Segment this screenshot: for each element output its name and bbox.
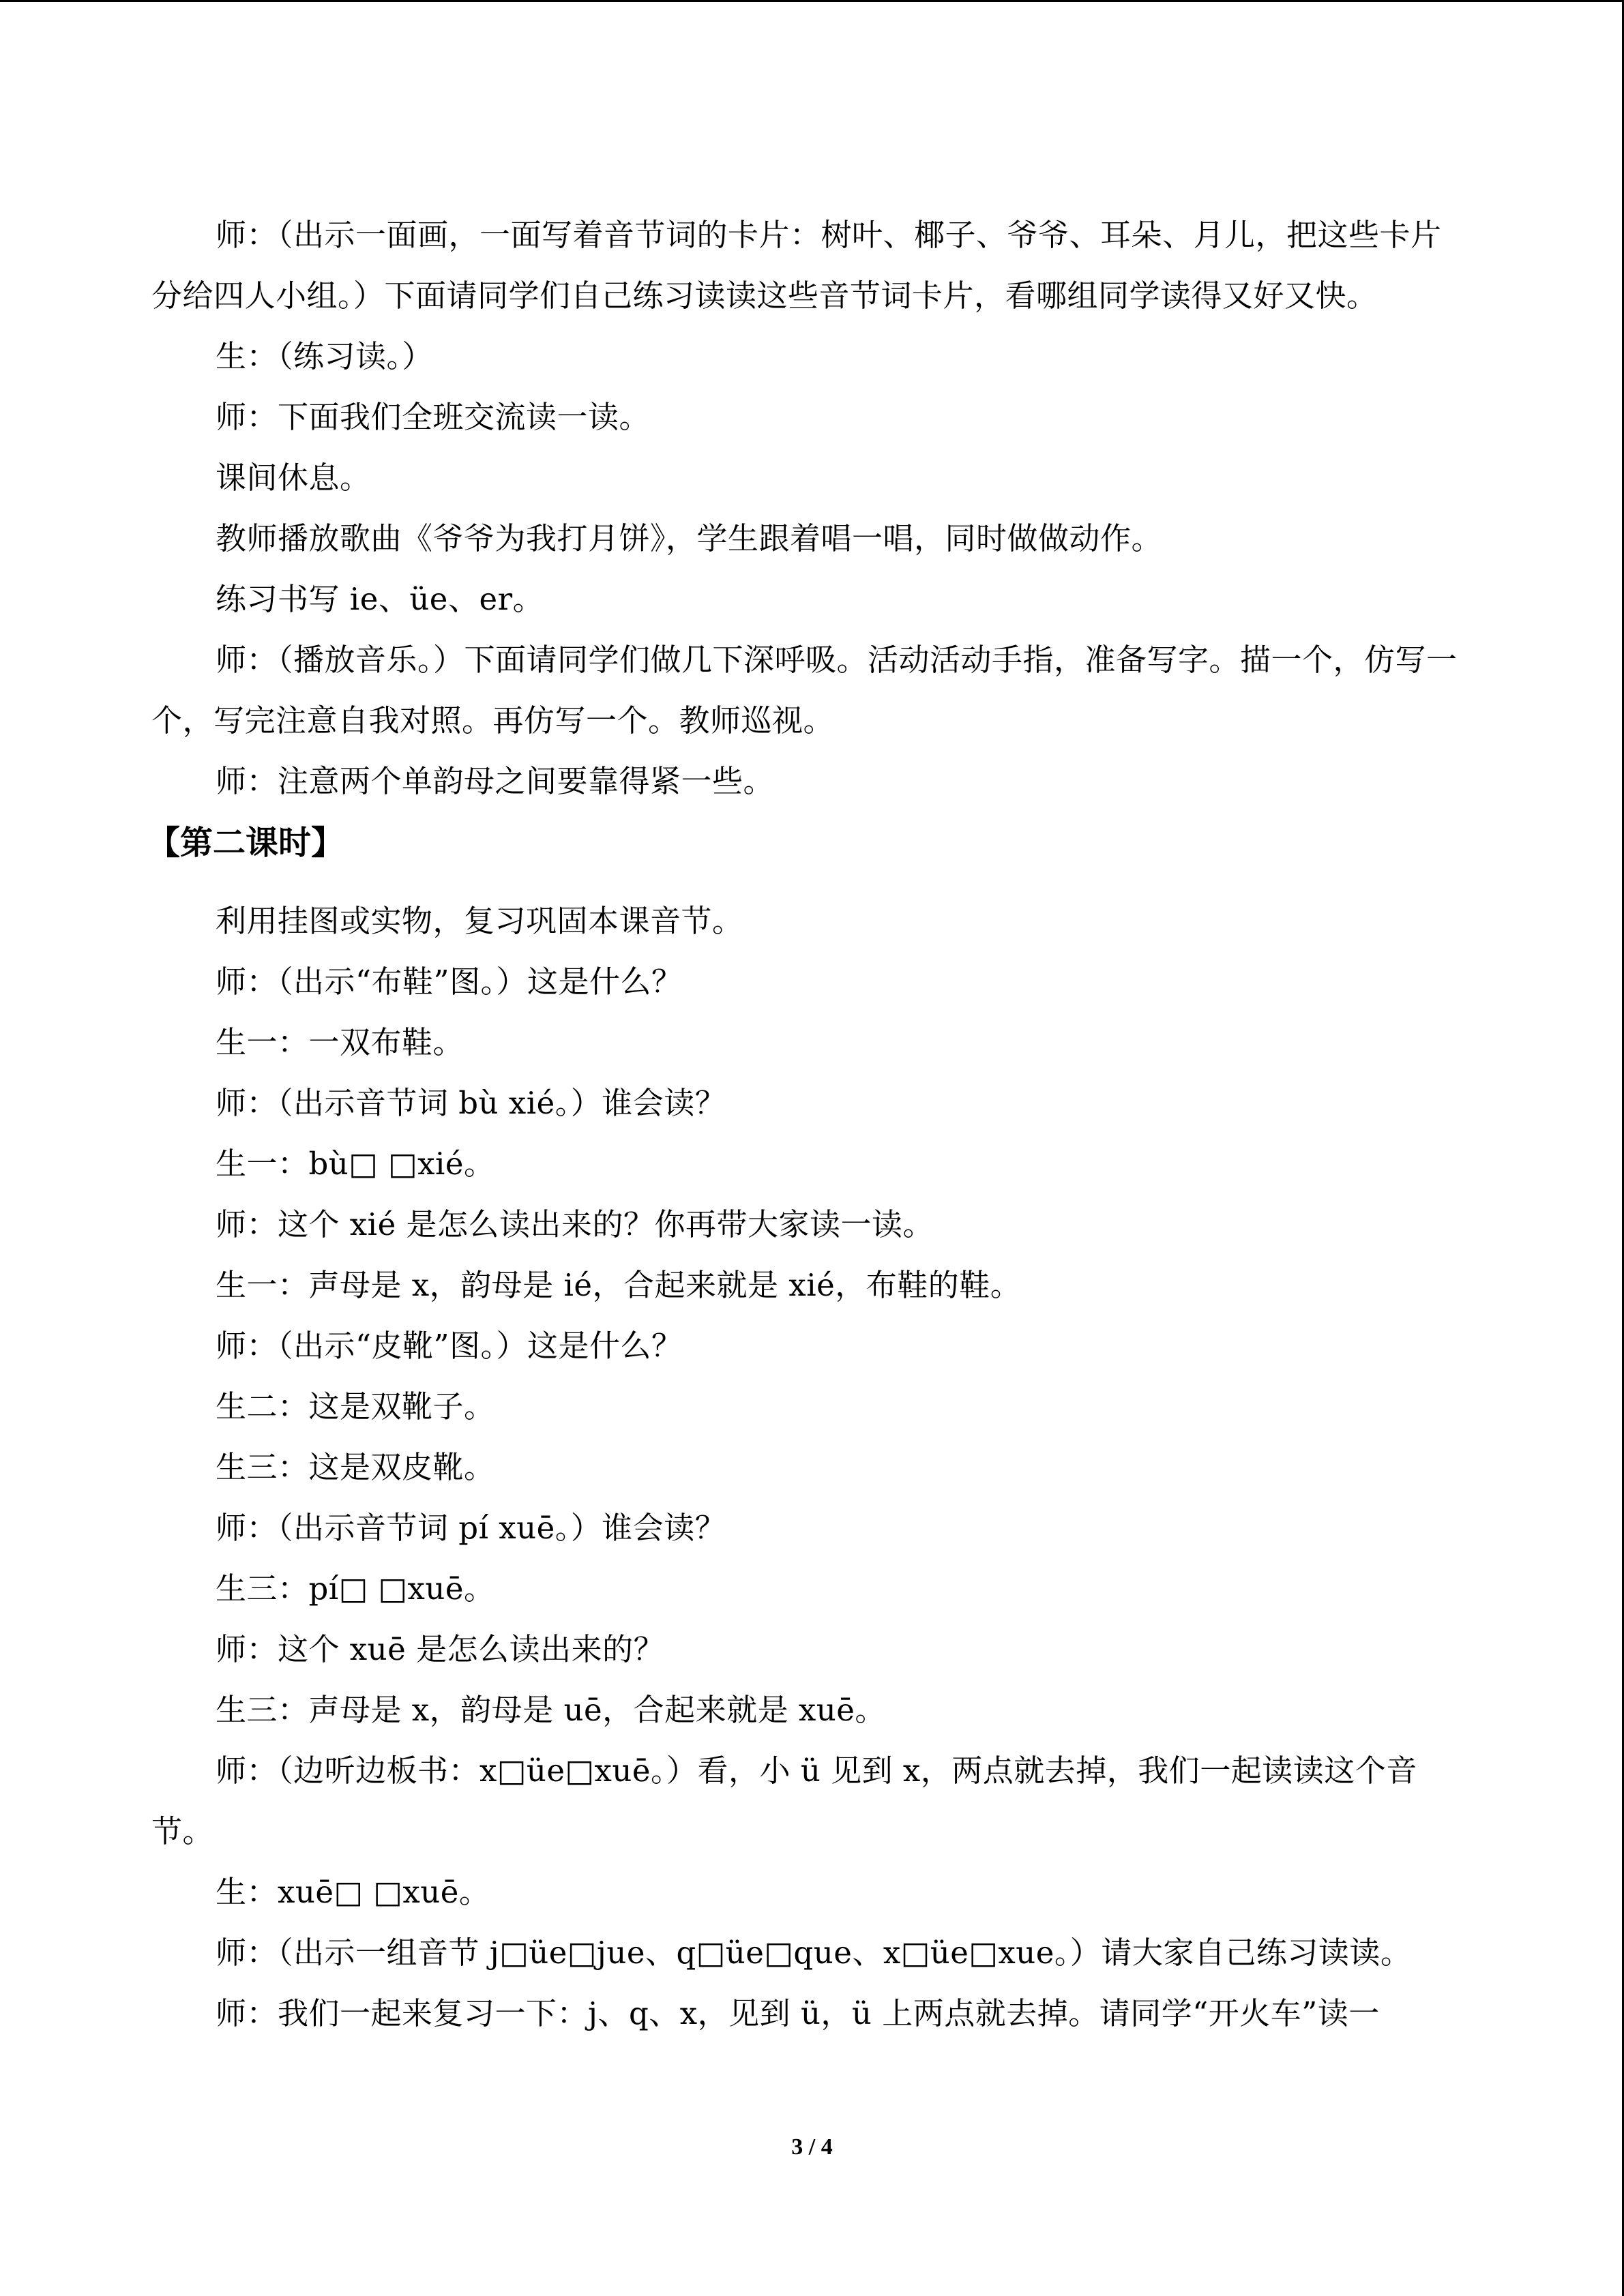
paragraph: 利用挂图或实物，复习巩固本课音节。 — [216, 903, 743, 939]
paragraph: 生一：一双布鞋。 — [216, 1024, 464, 1060]
document-body — [147, 205, 1461, 2044]
paragraph: 课间休息。 — [216, 460, 371, 496]
paragraph: 师：（出示一组音节 j□üe□jue、q□üe□que、x□üe□xue。）请大家自己练习读读。 — [216, 1935, 1412, 1971]
page-number: 3 / 4 — [791, 2134, 833, 2160]
paragraph: 师：（出示“布鞋”图。）这是什么？ — [216, 964, 683, 1000]
paragraph: 生三：这是双皮靴。 — [216, 1449, 495, 1485]
paragraph: 练习书写 ie、üe、er。 — [216, 581, 544, 617]
paragraph: 师：（播放音乐。）下面请同学们做几下深呼吸。活动活动手指，准备写字。描一个，仿写一个，写完注意自我对照。再仿写一个。教师巡视。 — [151, 642, 1458, 739]
paragraph: 师：这个 xié 是怎么读出来的？你再带大家读一读。 — [216, 1206, 934, 1242]
paragraph: 师：注意两个单韵母之间要靠得紧一些。 — [216, 763, 775, 799]
paragraph: 师：（出示音节词 bù xié。）谁会读？ — [216, 1085, 726, 1121]
paragraph: 生一：声母是 x，韵母是 ié，合起来就是 xié，布鞋的鞋。 — [216, 1267, 1022, 1303]
paragraph: 师：我们一起来复习一下：j、q、x，见到 ü，ü 上两点就去掉。请同学“开火车”读一 — [216, 1995, 1380, 2031]
paragraph: 生二：这是双靴子。 — [216, 1388, 495, 1425]
paragraph: 生三：声母是 x，韵母是 uē，合起来就是 xuē。 — [216, 1692, 886, 1728]
paragraph: 生：xuē□ □xuē。 — [216, 1874, 490, 1910]
paragraph: 师：（出示“皮靴”图。）这是什么？ — [216, 1328, 683, 1364]
paragraph: 生三：pí□ □xuē。 — [216, 1570, 495, 1607]
page-border-top — [0, 0, 1624, 2]
paragraph: 师：这个 xuē 是怎么读出来的？ — [216, 1631, 665, 1667]
paragraph: 生一：bù□ □xié。 — [216, 1146, 495, 1182]
paragraph: 师：下面我们全班交流读一读。 — [216, 399, 651, 435]
paragraph: 生：（练习读。） — [216, 338, 434, 374]
paragraph: 师：（出示一面画，一面写着音节词的卡片：树叶、椰子、爷爷、耳朵、月儿，把这些卡片分给四人小组。）下面请同学们自己练习读读这些音节词卡片，看哪组同学读得又好又快。 — [151, 217, 1442, 314]
section-heading: 【第二课时】 — [147, 824, 344, 862]
paragraph: 教师播放歌曲《爷爷为我打月饼》，学生跟着唱一唱，同时做做动作。 — [216, 520, 1163, 556]
paragraph: 师：（出示音节词 pí xuē。）谁会读？ — [216, 1510, 726, 1546]
paragraph: 师：（边听边板书：x□üe□xuē。）看，小 ü 见到 x，两点就去掉，我们一起读读这个音节。 — [151, 1753, 1417, 1849]
